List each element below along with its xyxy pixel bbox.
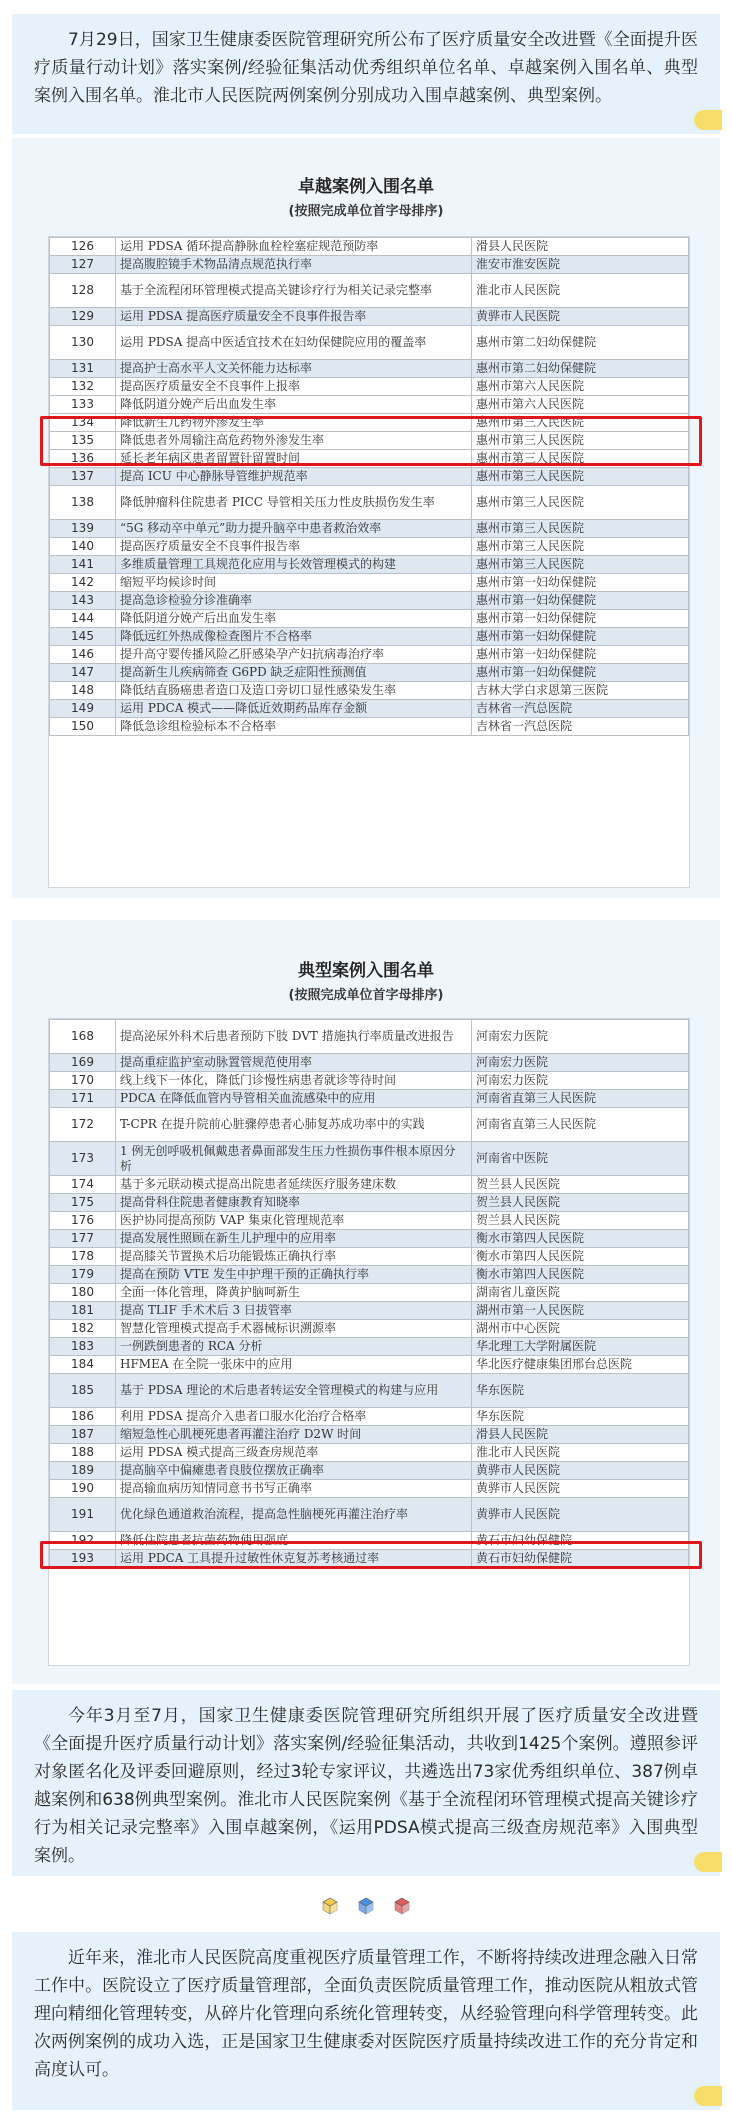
row-number: 191	[50, 1498, 116, 1532]
case-unit: 滑县人民医院	[472, 1426, 689, 1444]
table-row	[50, 1176, 689, 1194]
case-unit: 惠州市第一妇幼保健院	[472, 646, 689, 664]
row-number: 129	[50, 308, 116, 326]
table-row	[50, 1054, 689, 1072]
table-row	[50, 1320, 689, 1338]
corner-tab	[694, 2086, 722, 2106]
case-title: 提高重症监护室动脉置管规范使用率	[116, 1054, 472, 1072]
row-number: 136	[50, 450, 116, 468]
case-unit: 惠州市第一妇幼保健院	[472, 592, 689, 610]
row-number: 181	[50, 1302, 116, 1320]
highlight-frame-128	[40, 416, 702, 466]
table-row	[50, 1408, 689, 1426]
case-unit: 河南省中医院	[472, 1142, 689, 1176]
case-unit: 滑县人民医院	[472, 238, 689, 256]
case-title: 全面一体化管理，降黄护脑呵新生	[116, 1284, 472, 1302]
row-number: 174	[50, 1176, 116, 1194]
table-row	[50, 592, 689, 610]
corner-tab	[694, 110, 722, 130]
table-row	[50, 1266, 689, 1284]
case-unit: 衡水市第四人民医院	[472, 1266, 689, 1284]
case-title: 运用 PDSA 提高医疗质量安全不良事件报告率	[116, 308, 472, 326]
row-number: 189	[50, 1462, 116, 1480]
case-title: T-CPR 在提升院前心脏骤停患者心肺复苏成功率中的实践	[116, 1108, 472, 1142]
case-title: 降低阴道分娩产后出血发生率	[116, 396, 472, 414]
case-unit: 惠州市第三人民医院	[472, 556, 689, 574]
case-unit: 华东医院	[472, 1374, 689, 1408]
table-row	[50, 396, 689, 414]
closing-paragraph: 近年来，淮北市人民医院高度重视医疗质量管理工作，不断将持续改进理念融入日常工作中。医院设立了医疗质量管理部，全面负责医院质量管理工作，推动医院从粗放式管理向精细化管理转变，从碎片化管理向系统化管理转变，从经验管理向科学管理转变。此次两例案例的成功入选，正是国家卫生健康委对医院医疗质量持续改进工作的充分肯定和高度认可。	[34, 1948, 698, 2080]
table-row	[50, 1444, 689, 1462]
row-number: 150	[50, 718, 116, 736]
table-row	[50, 238, 689, 256]
row-number: 190	[50, 1480, 116, 1498]
case-unit: 惠州市第二妇幼保健院	[472, 326, 689, 360]
excellent-cases-table-frame	[48, 236, 690, 888]
row-number: 187	[50, 1426, 116, 1444]
summary-paragraph: 今年3月至7月，国家卫生健康委医院管理研究所组织开展了医疗质量安全改进暨《全面提升医疗质量行动计划》落实案例/经验征集活动，共收到1425个案例。遵照参评对象匿名化及评委回避原则，经过3轮专家评议，共遴选出73家优秀组织单位、387例卓越案例和638例典型案例。淮北市人民医院案例《基于全流程闭环管理模式提高关键诊疗行为相关记录完整率》入围卓越案例，《运用PDSA模式提高三级查房规范率》入围典型案例。	[34, 1706, 698, 1866]
typical-cases-title: 典型案例入围名单	[298, 961, 434, 981]
case-unit: 惠州市第三人民医院	[472, 432, 689, 450]
row-number: 127	[50, 256, 116, 274]
case-title: 基于多元联动模式提高出院患者延续医疗服务建床数	[116, 1176, 472, 1194]
case-title: 提高护士高水平人文关怀能力达标率	[116, 360, 472, 378]
table-row	[50, 360, 689, 378]
table-row	[50, 1480, 689, 1498]
table-row	[50, 610, 689, 628]
case-unit: 惠州市第六人民医院	[472, 378, 689, 396]
table-row	[50, 1462, 689, 1480]
case-unit: 衡水市第四人民医院	[472, 1230, 689, 1248]
yellow-cube-icon	[321, 1897, 339, 1915]
row-number: 145	[50, 628, 116, 646]
case-title: “5G 移动卒中单元”助力提升脑卒中患者救治效率	[116, 520, 472, 538]
row-number: 171	[50, 1090, 116, 1108]
table-row	[50, 1498, 689, 1532]
table-row	[50, 274, 689, 308]
table-row	[50, 1302, 689, 1320]
case-unit: 惠州市第一妇幼保健院	[472, 628, 689, 646]
case-unit: 华北医疗健康集团邢台总医院	[472, 1356, 689, 1374]
typical-cases-subtitle: (按照完成单位首字母排序)	[288, 988, 444, 1003]
case-title: 降低结直肠癌患者造口及造口旁切口显性感染发生率	[116, 682, 472, 700]
row-number: 183	[50, 1338, 116, 1356]
case-unit: 湖州市中心医院	[472, 1320, 689, 1338]
case-title: 降低患者外周输注高危药物外渗发生率	[116, 432, 472, 450]
table-row	[50, 574, 689, 592]
case-title: 基于全流程闭环管理模式提高关键诊疗行为相关记录完整率	[116, 274, 472, 308]
case-unit: 惠州市第一妇幼保健院	[472, 610, 689, 628]
case-unit: 惠州市第三人民医院	[472, 414, 689, 432]
case-title: 提高发展性照顾在新生儿护理中的应用率	[116, 1230, 472, 1248]
case-title: 优化绿色通道救治流程，提高急性脑梗死再灌注治疗率	[116, 1498, 472, 1532]
row-number: 143	[50, 592, 116, 610]
highlight-frame-188	[40, 1541, 702, 1569]
case-title: 提高在预防 VTE 发生中护理干预的正确执行率	[116, 1266, 472, 1284]
table-row	[50, 664, 689, 682]
row-number: 177	[50, 1230, 116, 1248]
case-title: 多维质量管理工具规范化应用与长效管理模式的构建	[116, 556, 472, 574]
case-unit: 黄骅市人民医院	[472, 308, 689, 326]
case-unit: 河南宏力医院	[472, 1020, 689, 1054]
table-row	[50, 1108, 689, 1142]
case-title: 提高膝关节置换术后功能锻炼正确执行率	[116, 1248, 472, 1266]
row-number: 139	[50, 520, 116, 538]
case-title: 降低新生儿药物外渗发生率	[116, 414, 472, 432]
table-row	[50, 1356, 689, 1374]
table-row	[50, 520, 689, 538]
case-title: 提高泌尿外科术后患者预防下肢 DVT 措施执行率质量改进报告	[116, 1020, 472, 1054]
case-unit: 黄骅市人民医院	[472, 1480, 689, 1498]
case-unit: 河南宏力医院	[472, 1054, 689, 1072]
case-title: 缩短急性心肌梗死患者再灌注治疗 D2W 时间	[116, 1426, 472, 1444]
typical-cases-card	[12, 920, 720, 1684]
case-title: 一例跌倒患者的 RCA 分析	[116, 1338, 472, 1356]
row-number: 192	[50, 1532, 116, 1550]
row-number: 193	[50, 1550, 116, 1568]
case-title: 提高 TLIF 手术术后 3 日拔管率	[116, 1302, 472, 1320]
case-unit: 吉林省一汽总医院	[472, 700, 689, 718]
case-unit: 淮北市人民医院	[472, 1444, 689, 1462]
excellent-cases-subtitle: (按照完成单位首字母排序)	[288, 204, 444, 219]
row-number: 173	[50, 1142, 116, 1176]
case-unit: 河南省直第三人民医院	[472, 1090, 689, 1108]
row-number: 186	[50, 1408, 116, 1426]
table-row	[50, 1374, 689, 1408]
corner-tab	[694, 1852, 722, 1872]
case-title: 降低急诊组检验标本不合格率	[116, 718, 472, 736]
case-title: 运用 PDCA 模式——降低近效期药品库存金额	[116, 700, 472, 718]
case-title: 基于 PDSA 理论的术后患者转运安全管理模式的构建与应用	[116, 1374, 472, 1408]
row-number: 168	[50, 1020, 116, 1054]
case-unit: 贺兰县人民医院	[472, 1212, 689, 1230]
table-row	[50, 1072, 689, 1090]
case-title: 线上线下一体化，降低门诊慢性病患者就诊等待时间	[116, 1072, 472, 1090]
case-title: 医护协同提高预防 VAP 集束化管理规范率	[116, 1212, 472, 1230]
case-title: 运用 PDCA 工具提升过敏性休克复苏考核通过率	[116, 1550, 472, 1568]
row-number: 148	[50, 682, 116, 700]
table-row	[50, 486, 689, 520]
case-title: 提升高守婴传播风险乙肝感染孕产妇抗病毒治疗率	[116, 646, 472, 664]
case-unit: 吉林省一汽总医院	[472, 718, 689, 736]
case-title: 提高医疗质量安全不良事件上报率	[116, 378, 472, 396]
row-number: 184	[50, 1356, 116, 1374]
case-title: 降低肿瘤科住院患者 PICC 导管相关压力性皮肤损伤发生率	[116, 486, 472, 520]
row-number: 132	[50, 378, 116, 396]
row-number: 126	[50, 238, 116, 256]
case-title: 运用 PDSA 模式提高三级查房规范率	[116, 1444, 472, 1462]
table-row	[50, 1020, 689, 1054]
blue-cube-icon	[357, 1897, 375, 1915]
case-unit: 惠州市第六人民医院	[472, 396, 689, 414]
case-unit: 惠州市第三人民医院	[472, 538, 689, 556]
case-title: 降低阴道分娩产后出血发生率	[116, 610, 472, 628]
row-number: 133	[50, 396, 116, 414]
case-title: 提高腹腔镜手术物品清点规范执行率	[116, 256, 472, 274]
closing-box	[12, 1932, 720, 2110]
row-number: 140	[50, 538, 116, 556]
case-unit: 惠州市第一妇幼保健院	[472, 574, 689, 592]
case-title: 运用 PDSA 提高中医适宜技术在妇幼保健院应用的覆盖率	[116, 326, 472, 360]
table-row	[50, 1212, 689, 1230]
table-row	[50, 718, 689, 736]
table-row	[50, 468, 689, 486]
row-number: 179	[50, 1266, 116, 1284]
case-unit: 贺兰县人民医院	[472, 1176, 689, 1194]
case-unit: 黄骅市人民医院	[472, 1462, 689, 1480]
table-row	[50, 1142, 689, 1176]
row-number: 172	[50, 1108, 116, 1142]
row-number: 134	[50, 414, 116, 432]
row-number: 180	[50, 1284, 116, 1302]
table-row	[50, 628, 689, 646]
table-row	[50, 1230, 689, 1248]
table-row	[50, 1426, 689, 1444]
table-row	[50, 1338, 689, 1356]
case-title: 提高新生儿疾病筛查 G6PD 缺乏症阳性预测值	[116, 664, 472, 682]
table-row	[50, 700, 689, 718]
intro-paragraph: 7月29日，国家卫生健康委医院管理研究所公布了医疗质量安全改进暨《全面提升医疗质量行动计划》落实案例/经验征集活动优秀组织单位名单、卓越案例入围名单、典型案例入围名单。淮北市人民医院两例案例分别成功入围卓越案例、典型案例。	[34, 30, 698, 106]
case-title: 降低远红外热成像检查图片不合格率	[116, 628, 472, 646]
table-row	[50, 646, 689, 664]
row-number: 182	[50, 1320, 116, 1338]
row-number: 149	[50, 700, 116, 718]
case-unit: 惠州市第三人民医院	[472, 520, 689, 538]
row-number: 138	[50, 486, 116, 520]
row-number: 146	[50, 646, 116, 664]
row-number: 142	[50, 574, 116, 592]
case-title: 延长老年病区患者留置针留置时间	[116, 450, 472, 468]
case-unit: 惠州市第三人民医院	[472, 450, 689, 468]
case-unit: 湖南省儿童医院	[472, 1284, 689, 1302]
case-title: 提高输血病历知情同意书书写正确率	[116, 1480, 472, 1498]
table-row	[50, 538, 689, 556]
row-number: 169	[50, 1054, 116, 1072]
intro-box	[12, 14, 720, 134]
table-row	[50, 682, 689, 700]
case-unit: 惠州市第三人民医院	[472, 468, 689, 486]
row-number: 128	[50, 274, 116, 308]
case-unit: 湖州市第一人民医院	[472, 1302, 689, 1320]
case-title: 运用 PDSA 循环提高静脉血栓栓塞症规范预防率	[116, 238, 472, 256]
decorative-divider	[0, 1897, 732, 1921]
case-title: 提高医疗质量安全不良事件报告率	[116, 538, 472, 556]
table-row	[50, 326, 689, 360]
row-number: 135	[50, 432, 116, 450]
table-row	[50, 1284, 689, 1302]
row-number: 147	[50, 664, 116, 682]
case-unit: 黄石市妇幼保健院	[472, 1532, 689, 1550]
case-title: 提高骨科住院患者健康教育知晓率	[116, 1194, 472, 1212]
row-number: 175	[50, 1194, 116, 1212]
row-number: 144	[50, 610, 116, 628]
case-unit: 黄骅市人民医院	[472, 1498, 689, 1532]
case-title: 提高 ICU 中心静脉导管维护规范率	[116, 468, 472, 486]
table-row	[50, 1248, 689, 1266]
case-unit: 淮北市人民医院	[472, 274, 689, 308]
case-unit: 贺兰县人民医院	[472, 1194, 689, 1212]
case-title: 降低住院患者抗菌药物使用强度	[116, 1532, 472, 1550]
case-title: 提高脑卒中偏瘫患者良肢位摆放正确率	[116, 1462, 472, 1480]
case-unit: 河南宏力医院	[472, 1072, 689, 1090]
table-row	[50, 556, 689, 574]
row-number: 131	[50, 360, 116, 378]
typical-cases-table	[49, 1019, 689, 1568]
case-title: 1 例无创呼吸机佩戴患者鼻面部发生压力性损伤事件根本原因分析	[116, 1142, 472, 1176]
case-unit: 河南省直第三人民医院	[472, 1108, 689, 1142]
table-row	[50, 256, 689, 274]
case-unit: 惠州市第二妇幼保健院	[472, 360, 689, 378]
excellent-cases-table	[49, 237, 689, 736]
row-number: 176	[50, 1212, 116, 1230]
row-number: 178	[50, 1248, 116, 1266]
case-title: 缩短平均候诊时间	[116, 574, 472, 592]
row-number: 137	[50, 468, 116, 486]
case-unit: 吉林大学白求恩第三医院	[472, 682, 689, 700]
red-cube-icon	[393, 1897, 411, 1915]
summary-box	[12, 1690, 720, 1876]
table-row	[50, 378, 689, 396]
case-title: HFMEA 在全院一张床中的应用	[116, 1356, 472, 1374]
row-number: 141	[50, 556, 116, 574]
row-number: 170	[50, 1072, 116, 1090]
row-number: 185	[50, 1374, 116, 1408]
case-title: 利用 PDSA 提高介入患者口服水化治疗合格率	[116, 1408, 472, 1426]
case-title: 智慧化管理模式提高手术器械标识溯源率	[116, 1320, 472, 1338]
row-number: 130	[50, 326, 116, 360]
case-unit: 淮安市淮安医院	[472, 256, 689, 274]
case-unit: 惠州市第三人民医院	[472, 486, 689, 520]
case-unit: 华东医院	[472, 1408, 689, 1426]
case-unit: 衡水市第四人民医院	[472, 1248, 689, 1266]
case-unit: 惠州市第一妇幼保健院	[472, 664, 689, 682]
table-row	[50, 308, 689, 326]
excellent-cases-card	[12, 138, 720, 898]
case-title: PDCA 在降低血管内导管相关血流感染中的应用	[116, 1090, 472, 1108]
excellent-cases-title: 卓越案例入围名单	[298, 177, 434, 197]
case-title: 提高急诊检验分诊准确率	[116, 592, 472, 610]
case-unit: 华北理工大学附属医院	[472, 1338, 689, 1356]
table-row	[50, 1194, 689, 1212]
table-row	[50, 1090, 689, 1108]
row-number: 188	[50, 1444, 116, 1462]
case-unit: 黄石市妇幼保健院	[472, 1550, 689, 1568]
